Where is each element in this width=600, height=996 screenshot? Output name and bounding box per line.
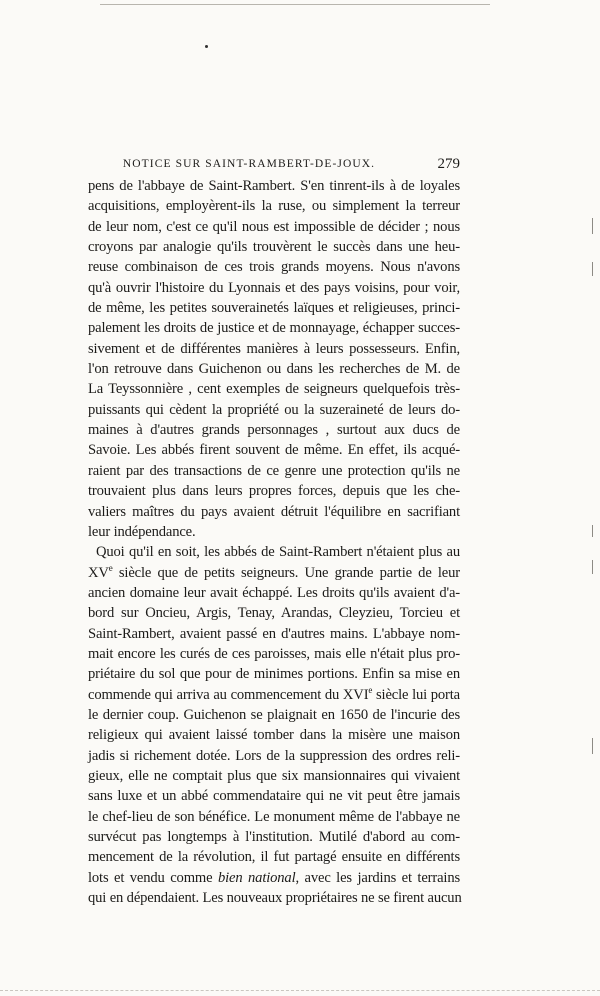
text-line: raient par des transactions de ce genre une protection qu'ils ne [88, 462, 460, 479]
ink-speck [205, 45, 208, 48]
text-line: survécut pas longtemps à l'institution. Mutilé d'abord au com- [88, 829, 460, 845]
text-line: de leur nom, c'est ce qu'il nous est impossible de décider ; nous [88, 218, 460, 235]
text-line: sans luxe et un abbé commendataire qui ne vit peut être jamais [88, 788, 460, 805]
text-line: qui en dépendaient. Les nouveaux propriétaires ne se firent aucun [88, 890, 462, 907]
page-number: 279 [437, 156, 460, 172]
text-line: le dernier coup. Guichenon se plaignait en 1650 de l'incurie des [88, 706, 460, 723]
margin-mark [592, 525, 593, 537]
text-line: ancien domaine leur avait échappé. Les droits qu'ils avaient d'a- [88, 584, 460, 601]
text-line: lots et vendu comme bien national, avec les jardins et terrains [88, 869, 460, 886]
italic-phrase: bien national [217, 869, 296, 886]
text-line: l'on retrouve dans Guichenon ou dans les recherches de M. de [88, 361, 460, 378]
text-line: religieux qui avaient laissé tomber dans la misère une maison [88, 727, 460, 744]
text-line: acquisitions, employèrent-ils la ruse, ou simplement la terreur [88, 198, 460, 215]
text-line: croyons par analogie qu'ils trouvèrent le succès dans une heu- [88, 239, 460, 256]
running-title: NOTICE SUR SAINT-RAMBERT-DE-JOUX. [122, 158, 376, 170]
text-line: de même, les petites souverainetés laïques et religieuses, princi- [88, 300, 460, 317]
text-line: qu'à ouvrir l'histoire du Lyonnais et des pays voisins, pour voir, [88, 279, 460, 296]
text-line: maines à d'autres grands personnages , surtout aux ducs de [88, 422, 460, 439]
text-line: valiers maîtres du pays avaient détruit l'équilibre en sacrifiant [88, 503, 460, 520]
text-line: jadis si richement dotée. Lors de la suppression des ordres reli- [88, 747, 460, 764]
top-edge-rule [100, 4, 490, 5]
text-line: priétaire du sol que pour de minimes portions. Enfin sa mise en [88, 666, 460, 683]
text-line: palement les droits de justice et de monnayage, échapper succes- [88, 320, 460, 337]
paragraph-end-line: leur indépendance. [88, 523, 196, 540]
running-head [88, 158, 460, 176]
text-line: puissants qui cèdent la propriété ou la suzeraineté de leurs do- [88, 401, 460, 418]
body-text [88, 176, 460, 908]
paragraph-start-line: Quoi qu'il en soit, les abbés de Saint-Rambert n'étaient plus au [96, 544, 460, 561]
text-line: bord sur Oncieu, Argis, Tenay, Arandas, Cleyzieu, Torcieu et [88, 605, 460, 622]
text-line: gieux, elle ne comptait plus que six mansionnaires qui vivaient [88, 767, 460, 784]
text-line: trouvaient plus dans leurs propres forces, depuis que les che- [88, 483, 460, 500]
text-line: La Teyssonnière , cent exemples de seigneurs quelquefois très- [88, 381, 460, 398]
margin-mark [592, 738, 593, 754]
superscript: e [108, 562, 113, 573]
margin-mark [592, 218, 593, 234]
margin-mark [592, 560, 593, 574]
text-line: mencement de la révolution, il fut partagé ensuite en différents [88, 849, 460, 866]
text-line: Saint-Rambert, avaient passé en d'autres mains. L'abbaye nom- [88, 625, 460, 642]
margin-mark [592, 262, 593, 276]
text-line: le chef-lieu de son bénéfice. Le monument même de l'abbaye ne [88, 808, 460, 825]
text-line: commende qui arriva au commencement du XVIe siècle lui porta [88, 684, 461, 703]
text-line: sivement et de différentes manières à leurs possesseurs. Enfin, [88, 340, 460, 357]
superscript: e [368, 684, 373, 695]
bottom-edge-rule [0, 990, 600, 991]
text-line: mait encore les curés de ces paroisses, mais elle n'était plus pro- [88, 645, 460, 662]
text-line: reuse combinaison de ces trois grands moyens. Nous n'avons [88, 259, 460, 276]
text-line: pens de l'abbaye de Saint-Rambert. S'en tinrent-ils à de loyales [88, 178, 460, 194]
text-line: Savoie. Les abbés firent souvent de même. En effet, ils acqué- [88, 442, 460, 459]
text-line: XVe siècle que de petits seigneurs. Une grande partie de leur [88, 562, 460, 581]
